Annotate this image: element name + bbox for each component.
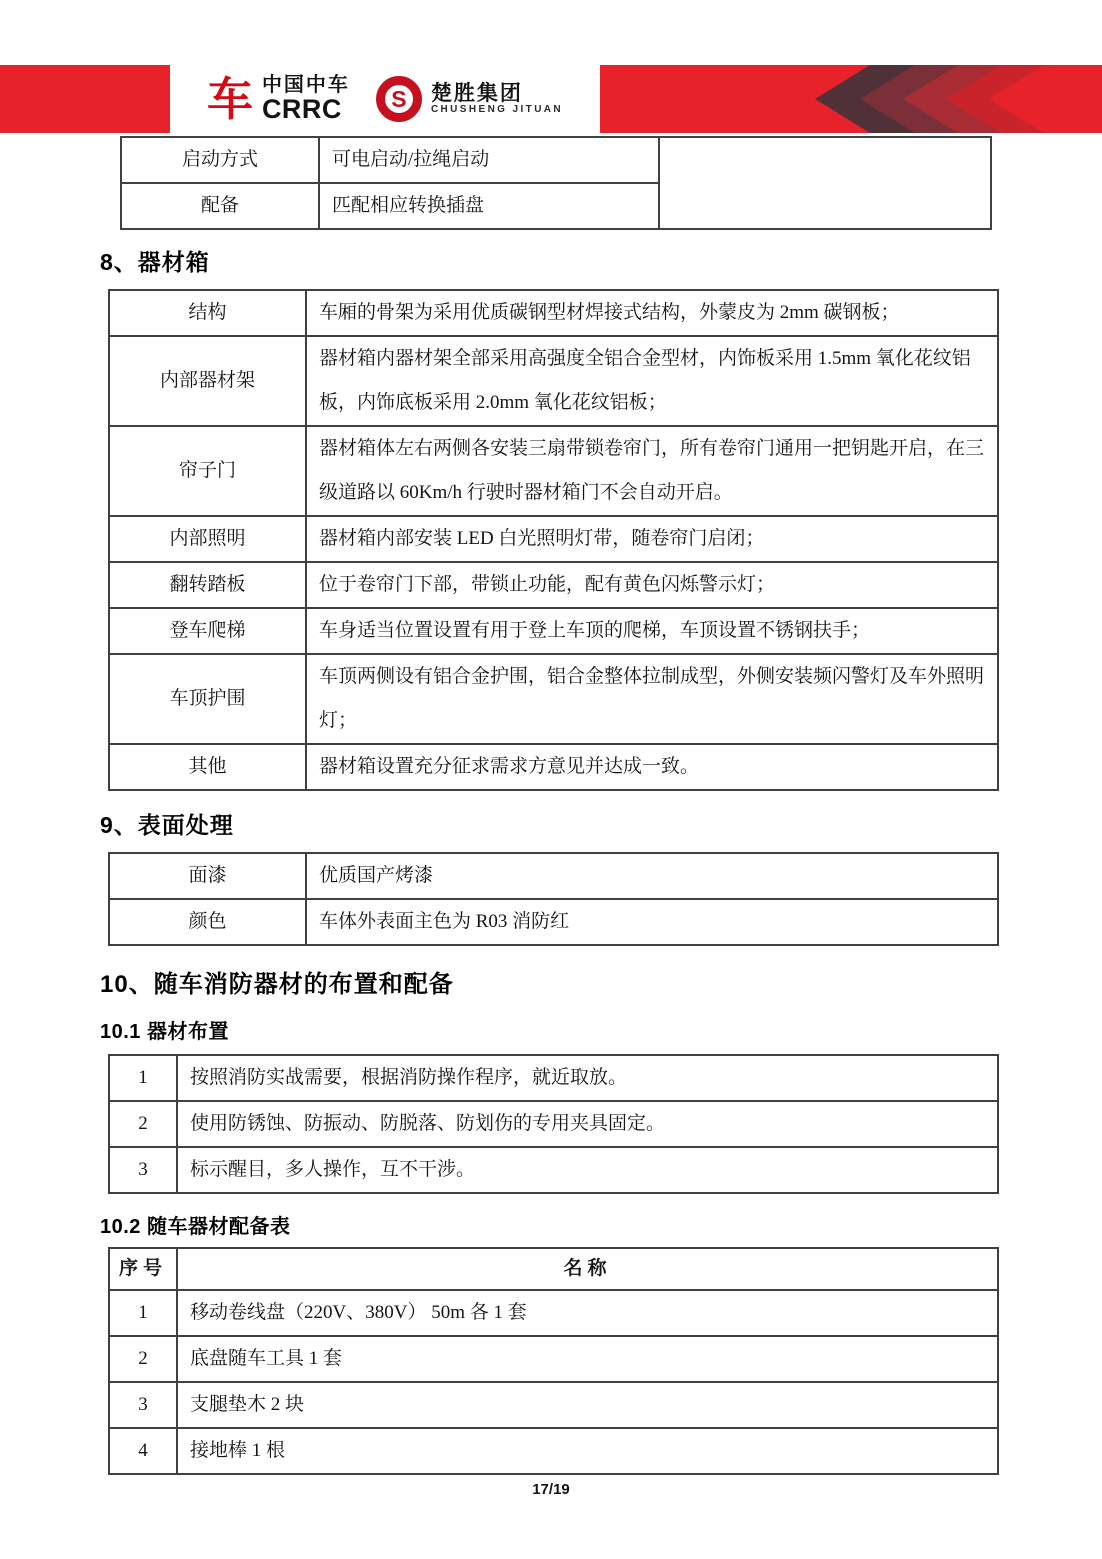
onboard-equipment-table (108, 1247, 999, 1475)
surface-treatment-table (108, 852, 999, 946)
row-value: 车体外表面主色为 R03 消防红 (306, 899, 998, 945)
table-row (109, 290, 998, 336)
row-number: 1 (109, 1055, 177, 1101)
row-label: 翻转踏板 (109, 562, 306, 608)
row-number: 1 (109, 1290, 177, 1336)
row-label: 登车爬梯 (109, 608, 306, 654)
empty-cell (659, 137, 991, 229)
row-label: 帘子门 (109, 426, 306, 516)
row-value: 使用防锈蚀、防振动、防脱落、防划伤的专用夹具固定。 (177, 1101, 998, 1147)
page-number: 17/19 (532, 1481, 570, 1498)
row-label: 配备 (121, 183, 319, 229)
row-value: 匹配相应转换插盘 (319, 183, 659, 229)
row-value: 车厢的骨架为采用优质碳钢型材焊接式结构，外蒙皮为 2mm 碳钢板； (306, 290, 998, 336)
table-row (109, 853, 998, 899)
row-value: 优质国产烤漆 (306, 853, 998, 899)
table-row (109, 1382, 998, 1428)
row-label: 结构 (109, 290, 306, 336)
section-10-title: 10、随车消防器材的布置和配备 (100, 971, 454, 998)
row-number: 2 (109, 1336, 177, 1382)
section-8-title: 8、器材箱 (100, 249, 210, 275)
row-value: 车顶两侧设有铝合金护围，铝合金整体拉制成型，外侧安装频闪警灯及车外照明灯； (306, 654, 998, 744)
row-value: 接地棒 1 根 (177, 1428, 998, 1474)
row-value: 器材箱体左右两侧各安装三扇带锁卷帘门，所有卷帘门通用一把钥匙开启，在三级道路以 60Km/h 行驶时器材箱门不会自动开启。 (306, 426, 998, 516)
column-header-number: 序号 (109, 1248, 177, 1290)
crrc-name-cn: 中国中车 (261, 73, 350, 96)
equipment-box-table (108, 289, 999, 791)
table-row (109, 516, 998, 562)
table-row (121, 137, 991, 183)
table-row (109, 1101, 998, 1147)
row-number: 2 (109, 1101, 177, 1147)
row-value: 标示醒目，多人操作，互不干涉。 (177, 1147, 998, 1193)
row-value: 器材箱内部安装 LED 白光照明灯带，随卷帘门启闭； (306, 516, 998, 562)
row-number: 3 (109, 1382, 177, 1428)
row-value: 支腿垫木 2 块 (177, 1382, 998, 1428)
equipment-layout-table (108, 1054, 999, 1194)
startup-spec-table (120, 136, 992, 230)
table-row (109, 336, 998, 426)
row-label: 车顶护围 (109, 654, 306, 744)
row-number: 4 (109, 1428, 177, 1474)
table-row (109, 654, 998, 744)
chusheng-emblem-icon: S (376, 76, 422, 122)
crrc-emblem-icon: 车 (206, 73, 253, 125)
row-label: 启动方式 (121, 137, 319, 183)
row-value: 器材箱设置充分征求需求方意见并达成一致。 (306, 744, 998, 790)
section-9-title: 9、表面处理 (100, 812, 234, 838)
table-row (109, 1055, 998, 1101)
crrc-name-en: CRRC (261, 94, 342, 125)
table-row (109, 608, 998, 654)
section-10-2-title: 10.2 随车器材配备表 (100, 1216, 291, 1238)
table-row (109, 1428, 998, 1474)
column-header-name: 名称 (177, 1248, 998, 1290)
row-label: 颜色 (109, 899, 306, 945)
row-value: 可电启动/拉绳启动 (319, 137, 659, 183)
page-content (0, 136, 1102, 1498)
crrc-logo (207, 75, 350, 124)
table-row (109, 744, 998, 790)
chusheng-logo (376, 76, 563, 122)
table-row (109, 562, 998, 608)
row-label: 内部器材架 (109, 336, 306, 426)
table-header-row (109, 1248, 998, 1290)
row-value: 位于卷帘门下部，带锁止功能，配有黄色闪烁警示灯； (306, 562, 998, 608)
chusheng-name-en: CHUSHENG JITUAN (430, 103, 564, 115)
logo-box (170, 65, 600, 133)
row-value: 器材箱内器材架全部采用高强度全铝合金型材，内饰板采用 1.5mm 氧化花纹铝板，内饰底板采用 2.0mm 氧化花纹铝板； (306, 336, 998, 426)
table-row (109, 1336, 998, 1382)
header-band (0, 65, 1102, 133)
row-value: 移动卷线盘（220V、380V） 50m 各 1 套 (177, 1290, 998, 1336)
table-row (109, 1147, 998, 1193)
row-value: 底盘随车工具 1 套 (177, 1336, 998, 1382)
row-value: 按照消防实战需要，根据消防操作程序，就近取放。 (177, 1055, 998, 1101)
row-label: 内部照明 (109, 516, 306, 562)
table-row (109, 899, 998, 945)
row-label: 其他 (109, 744, 306, 790)
row-value: 车身适当位置设置有用于登上车顶的爬梯，车顶设置不锈钢扶手； (306, 608, 998, 654)
row-label: 面漆 (109, 853, 306, 899)
chusheng-name-cn: 楚胜集团 (430, 81, 523, 105)
row-number: 3 (109, 1147, 177, 1193)
table-row (109, 426, 998, 516)
table-row (109, 1290, 998, 1336)
section-10-1-title: 10.1 器材布置 (100, 1021, 229, 1043)
